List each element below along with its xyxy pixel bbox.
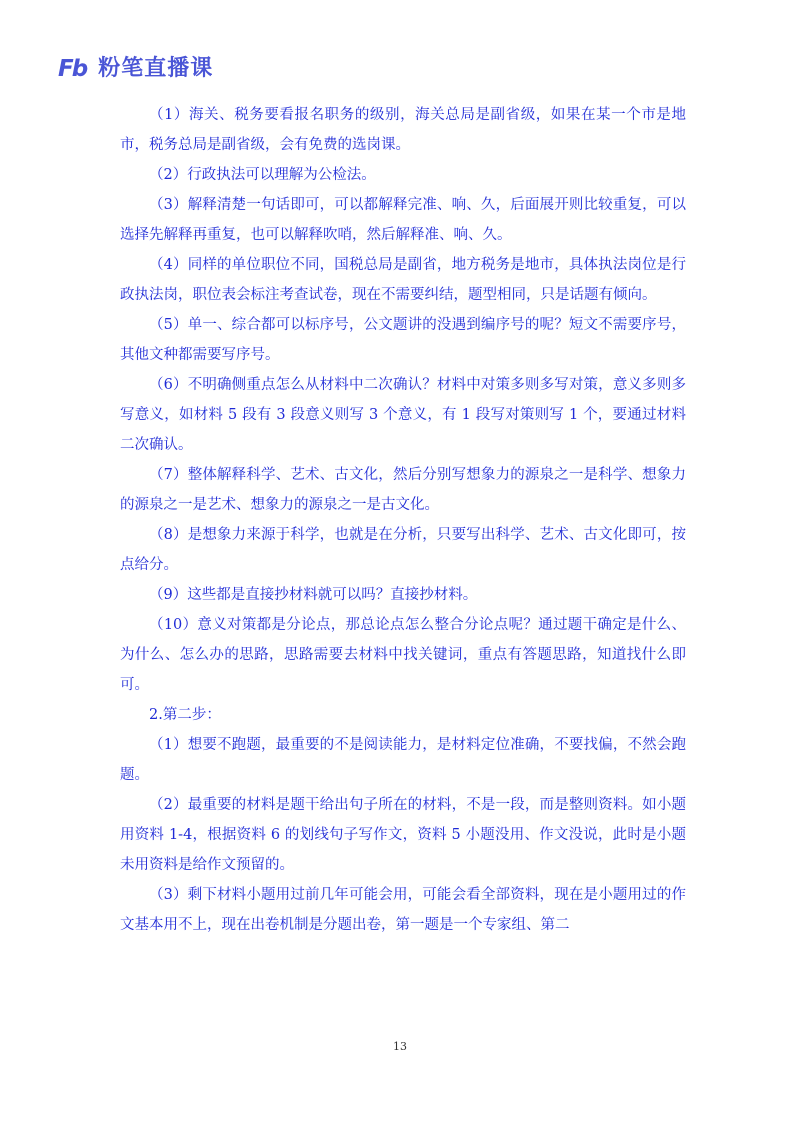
section-heading-step-2: 2.第二步：	[149, 707, 221, 723]
brand-logo	[58, 56, 213, 82]
document-body	[120, 100, 686, 940]
paragraph-4: （4）同样的单位职位不同，国税总局是副省，地方税务是地市，具体执法岗位是行政执法岗，职位表会标注考查试卷，现在不需要纠结，题型相同，只是话题有倾向。	[120, 257, 686, 303]
paragraph-8: （8）是想象力来源于科学，也就是在分析，只要写出科学、艺术、古文化即可，按点给分。	[120, 527, 686, 573]
paragraph-1: （1）海关、税务要看报名职务的级别，海关总局是副省级，如果在某一个市是地市，税务总局是副省级，会有免费的选岗课。	[120, 107, 686, 153]
paragraph-9: （9）这些都是直接抄材料就可以吗？直接抄材料。	[149, 587, 478, 603]
paragraph-5: （5）单一、综合都可以标序号，公文题讲的没遇到编序号的呢？短文不需要序号，其他文种都需要写序号。	[120, 317, 686, 363]
paragraph-7: （7）整体解释科学、艺术、古文化，然后分别写想象力的源泉之一是科学、想象力的源泉之一是艺术、想象力的源泉之一是古文化。	[120, 467, 686, 513]
brand-name: 粉笔直播课	[98, 56, 214, 81]
paragraph-12: （2）最重要的材料是题干给出句子所在的材料，不是一段，而是整则资料。如小题用资料 1-4，根据资料 6 的划线句子写作文，资料 5 小题没用、作文没说，此时是小题未用资料是给作文预留的。	[120, 797, 686, 873]
paragraph-6: （6）不明确侧重点怎么从材料中二次确认？材料中对策多则多写对策，意义多则多写意义，如材料 5 段有 3 段意义则写 3 个意义，有 1 段写对策则写 1 个，要通过材料二次确认。	[120, 377, 686, 453]
paragraph-3: （3）解释清楚一句话即可，可以都解释完准、响、久，后面展开则比较重复，可以选择先解释再重复，也可以解释吹哨，然后解释准、响、久。	[120, 197, 686, 243]
paragraph-2: （2）行政执法可以理解为公检法。	[149, 167, 376, 183]
paragraph-11: （1）想要不跑题，最重要的不是阅读能力，是材料定位准确，不要找偏，不然会跑题。	[120, 737, 686, 783]
fb-logo-icon: Fb	[58, 56, 87, 82]
page-number: 13	[393, 1040, 407, 1053]
paragraph-10: （10）意义对策都是分论点，那总论点怎么整合分论点呢？通过题干确定是什么、为什么、怎么办的思路，思路需要去材料中找关键词，重点有答题思路，知道找什么即可。	[120, 617, 686, 693]
paragraph-13: （3）剩下材料小题用过前几年可能会用，可能会看全部资料，现在是小题用过的作文基本用不上，现在出卷机制是分题出卷，第一题是一个专家组、第二	[120, 887, 686, 933]
